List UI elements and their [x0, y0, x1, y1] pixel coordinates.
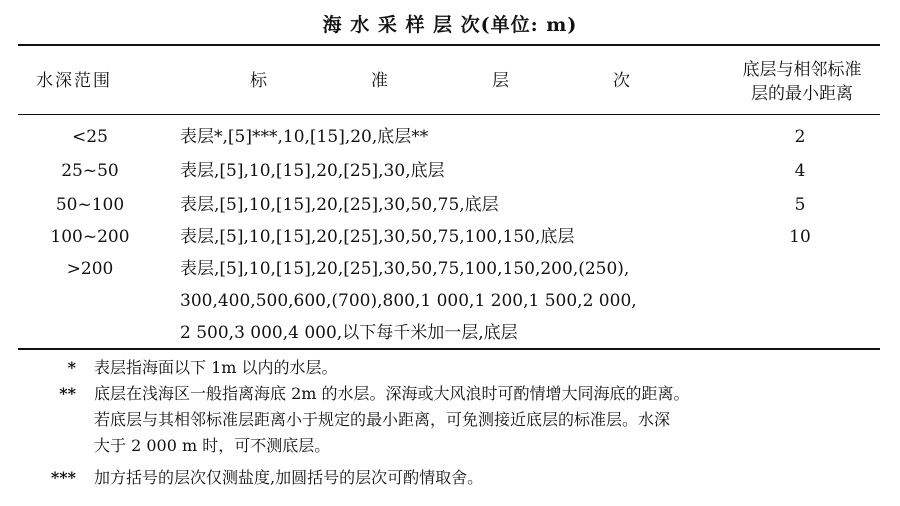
- distance-cell: 10: [789, 227, 811, 247]
- header-rule: [18, 114, 880, 115]
- table-row: [0, 252, 900, 286]
- footnote: [36, 382, 886, 462]
- footnote-text: 加方括号的层次仅测盐度,加圆括号的层次可酌情取舍。: [94, 468, 484, 487]
- header-min-distance-line: 底层与相邻标准: [742, 60, 862, 80]
- depth-cell: 100~200: [50, 227, 130, 247]
- footnote: [36, 466, 886, 490]
- levels-continuation: 300,400,500,600,(700),800,1 000,1 200,1 500,2 000,: [180, 291, 637, 311]
- table-top-rule: [18, 44, 880, 46]
- footnote-text: 若底层与其相邻标准层距离小于规定的最小距离，可免测接近底层的标准层。水深: [94, 410, 671, 429]
- footnote-mark: *: [67, 358, 76, 377]
- distance-cell: 4: [794, 161, 806, 181]
- depth-cell: 50~100: [55, 195, 125, 215]
- depth-cell: <25: [72, 127, 108, 147]
- footnote-text: 底层在浅海区一般指离海底 2m 的水层。深海或大风浪时可酌情增大同海底的距离。: [94, 384, 690, 403]
- levels-cell: 表层,[5],10,[15],20,[25],30,50,75,100,150,底层: [180, 227, 575, 247]
- levels-cell: 表层,[5],10,[15],20,[25],30,50,75,100,150,200,(250),: [180, 259, 630, 279]
- footnote-text: 大于 2 000 m 时，可不测底层。: [94, 436, 331, 455]
- header-min-distance: [722, 58, 882, 106]
- footnote-text: 表层指海面以下 1m 以内的水层。: [94, 358, 338, 377]
- levels-cell: 表层,[5],10,[15],20,[25],30,底层: [180, 161, 445, 181]
- table-row: [0, 120, 900, 154]
- distance-cell: 2: [794, 127, 806, 147]
- table-bottom-rule: [18, 348, 880, 350]
- header-standard-levels: [250, 66, 630, 91]
- table-row: [0, 188, 900, 222]
- depth-cell: >200: [66, 259, 114, 279]
- levels-continuation: 2 500,3 000,4 000,以下每千米加一层,底层: [180, 323, 518, 343]
- table-row: [0, 220, 900, 254]
- header-min-distance-line: 层的最小距离: [751, 84, 853, 104]
- footnote: [36, 356, 886, 380]
- header-standard-char: 层: [492, 71, 509, 91]
- table-title: 海 水 采 样 层 次(单位: m): [322, 14, 578, 36]
- footnote-mark: ***: [50, 468, 76, 487]
- distance-cell: 5: [794, 195, 806, 215]
- header-standard-char: 准: [371, 71, 388, 91]
- levels-cell: 表层,[5],10,[15],20,[25],30,50,75,底层: [180, 195, 499, 215]
- depth-cell: 25~50: [61, 161, 119, 181]
- header-depth-range: 水深范围: [36, 71, 112, 91]
- footnote-mark: **: [59, 384, 76, 403]
- header-standard-char: 标: [250, 71, 267, 91]
- levels-cell: 表层*,[5]***,10,[15],20,底层**: [180, 127, 429, 147]
- header-standard-char: 次: [613, 71, 630, 91]
- table-row: [0, 154, 900, 188]
